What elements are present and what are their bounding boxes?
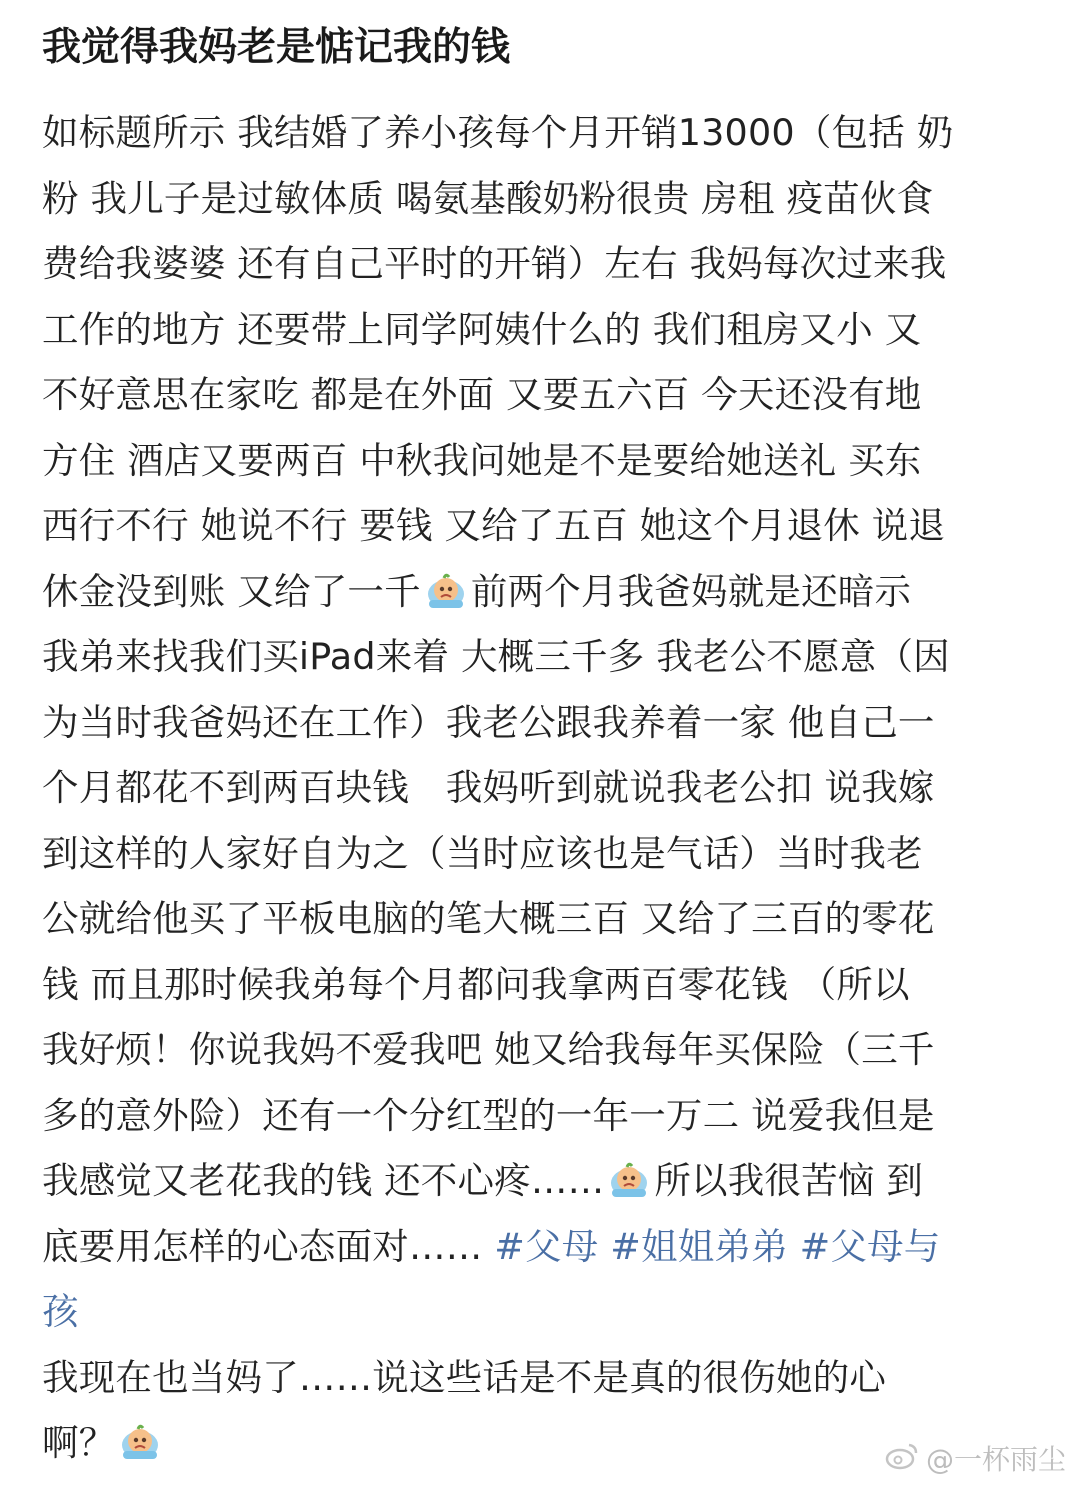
body-text: 底要用怎样的心态面对……	[42, 1224, 483, 1268]
post-title: 我觉得我妈老是惦记我的钱	[42, 25, 511, 70]
crying-face-emoji-icon	[608, 1154, 650, 1194]
hashtag-parents-and[interactable]: #父母与	[799, 1224, 941, 1268]
hashtag-siblings[interactable]: #姐姐弟弟	[610, 1224, 788, 1268]
body-line: 多的意外险）还有一个分红型的一年一万二 说爱我但是	[42, 1093, 935, 1137]
watermark-text: @一杯雨尘	[925, 1443, 1066, 1476]
weibo-logo-icon	[884, 1440, 920, 1477]
body-line: 如标题所示 我结婚了养小孩每个月开销13000（包括 奶	[42, 111, 954, 154]
body-line: 工作的地方 还要带上同学阿姨什么的 我们租房又小 又	[42, 307, 922, 351]
crying-face-emoji-icon	[119, 1416, 161, 1456]
crying-face-emoji-icon	[425, 565, 467, 605]
body-line	[42, 1279, 1052, 1345]
hashtag-continuation[interactable]: 孩	[42, 1290, 79, 1333]
body-text: 我感觉又老花我的钱 还不心疼……	[42, 1159, 605, 1202]
body-line: 个月都花不到两百块钱 我妈听到就说我老公扣 说我嫁	[42, 766, 935, 809]
body-line: 方住 酒店又要两百 中秋我问她是不是要给她送礼 买东	[42, 438, 922, 482]
body-line: 粉 我儿子是过敏体质 喝氨基酸奶粉很贵 房租 疫苗伙食	[42, 176, 934, 220]
body-line	[42, 1148, 1052, 1214]
body-line: 我弟来找我们买iPad来着 大概三千多 我老公不愿意（因	[42, 635, 950, 678]
body-line: 到这样的人家好自为之（当时应该也是气话）当时我老	[42, 831, 923, 875]
body-line	[42, 559, 1052, 625]
body-text: 休金没到账 又给了一千	[42, 569, 421, 613]
body-line	[42, 1214, 1052, 1280]
body-line: 我好烦！你说我妈不爱我吧 她又给我每年买保险（三千	[42, 1028, 935, 1071]
body-line: 西行不行 她说不行 要钱 又给了五百 她这个月退休 说退	[42, 504, 946, 547]
body-text: 啊？	[42, 1421, 116, 1464]
body-line: 为当时我爸妈还在工作）我老公跟我养着一家 他自己一	[42, 700, 935, 744]
body-line: 公就给他买了平板电脑的笔大概三百 又给了三百的零花	[42, 897, 935, 940]
body-line: 费给我婆婆 还有自己平时的开销）左右 我妈每次过来我	[42, 242, 947, 285]
body-line: 不好意思在家吃 都是在外面 又要五六百 今天还没有地	[42, 373, 922, 416]
body-text: 前两个月我爸妈就是还暗示	[470, 569, 912, 613]
hashtag-parents[interactable]: #父母	[494, 1224, 599, 1268]
body-text: 所以我很苦恼 到	[654, 1159, 924, 1202]
post-body	[42, 100, 1052, 1476]
watermark	[884, 1438, 1066, 1478]
body-line: 我现在也当妈了……说这些话是不是真的很伤她的心	[42, 1355, 887, 1399]
body-line: 钱 而且那时候我弟每个月都问我拿两百零花钱 （所以	[42, 962, 910, 1006]
